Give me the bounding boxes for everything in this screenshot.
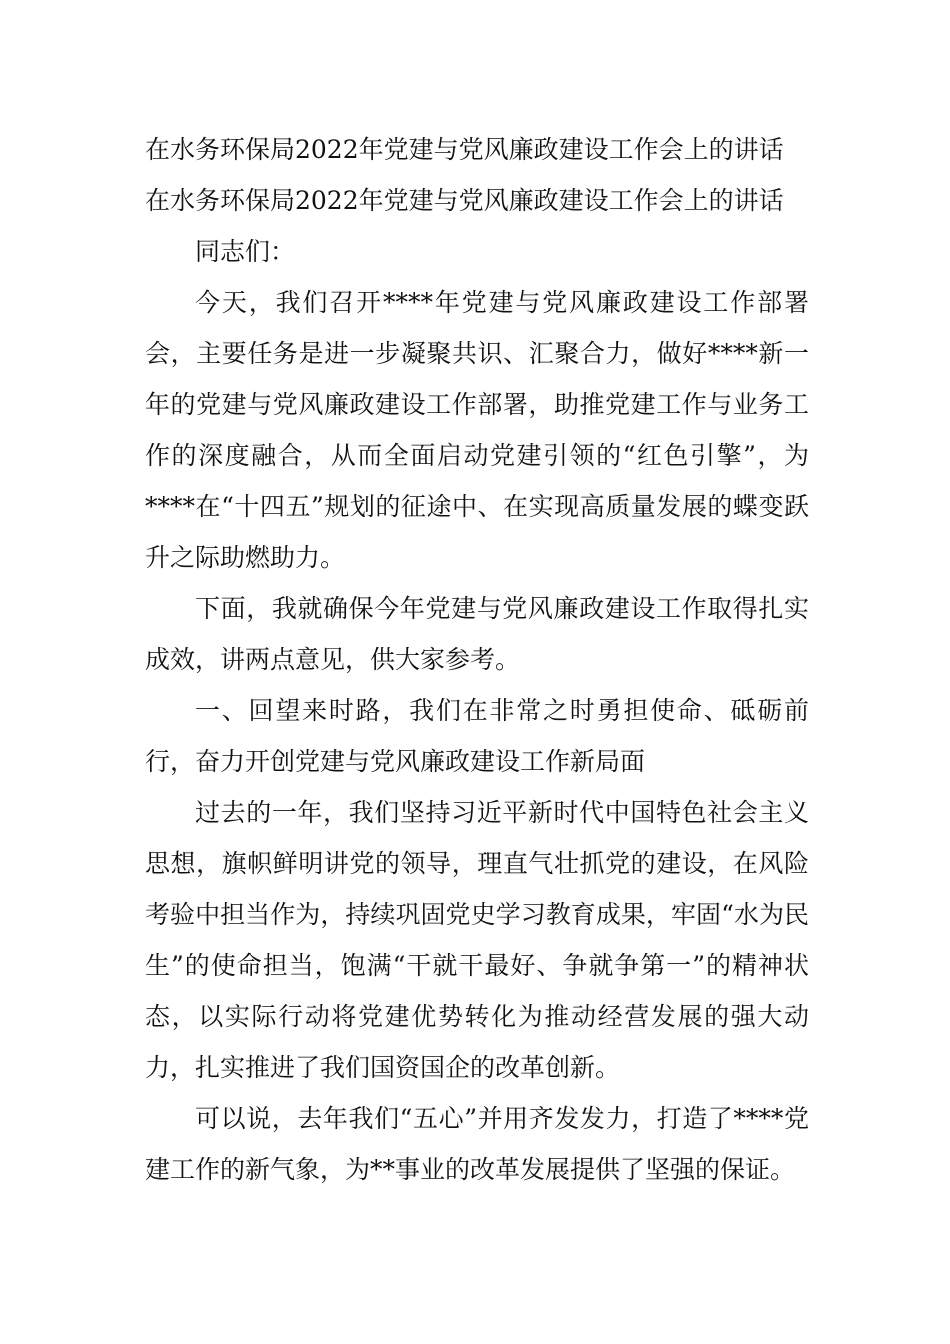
document-title-line-1: 在水务环保局2022年党建与党风廉政建设工作会上的讲话 <box>145 135 784 164</box>
document-body <box>145 124 809 1195</box>
section-heading-1: 一、回望来时路，我们在非常之时勇担使命、砥砺前行，奋力开创党建与党风廉政建设工作新局面 <box>145 696 809 776</box>
document-title-line-2: 在水务环保局2022年党建与党风廉政建设工作会上的讲话 <box>145 186 784 215</box>
paragraph-intro: 下面，我就确保今年党建与党风廉政建设工作取得扎实成效，讲两点意见，供大家参考。 <box>145 594 809 674</box>
salutation: 同志们： <box>195 237 296 266</box>
paragraph-review: 过去的一年，我们坚持习近平新时代中国特色社会主义思想，旗帜鲜明讲党的领导，理直气壮抓党的建设，在风险考验中担当作为，持续巩固党史学习教育成果，牢固“水为民生”的使命担当，饱满“干就干最好、争就争第一”的精神状态，以实际行动将党建优势转化为推动经营发展的强大动力，扎实推进了我们国资国企的改革创新。 <box>145 798 809 1082</box>
paragraph-summary: 可以说，去年我们“五心”并用齐发发力，打造了****党建工作的新气象，为**事业的改革发展提供了坚强的保证。 <box>145 1104 809 1184</box>
paragraph-opening: 今天，我们召开****年党建与党风廉政建设工作部署会，主要任务是进一步凝聚共识、汇聚合力，做好****新一年的党建与党风廉政建设工作部署，助推党建工作与业务工作的深度融合，从而全面启动党建引领的“红色引擎”，为****在“十四五”规划的征途中、在实现高质量发展的蝶变跃升之际助燃助力。 <box>145 288 809 572</box>
